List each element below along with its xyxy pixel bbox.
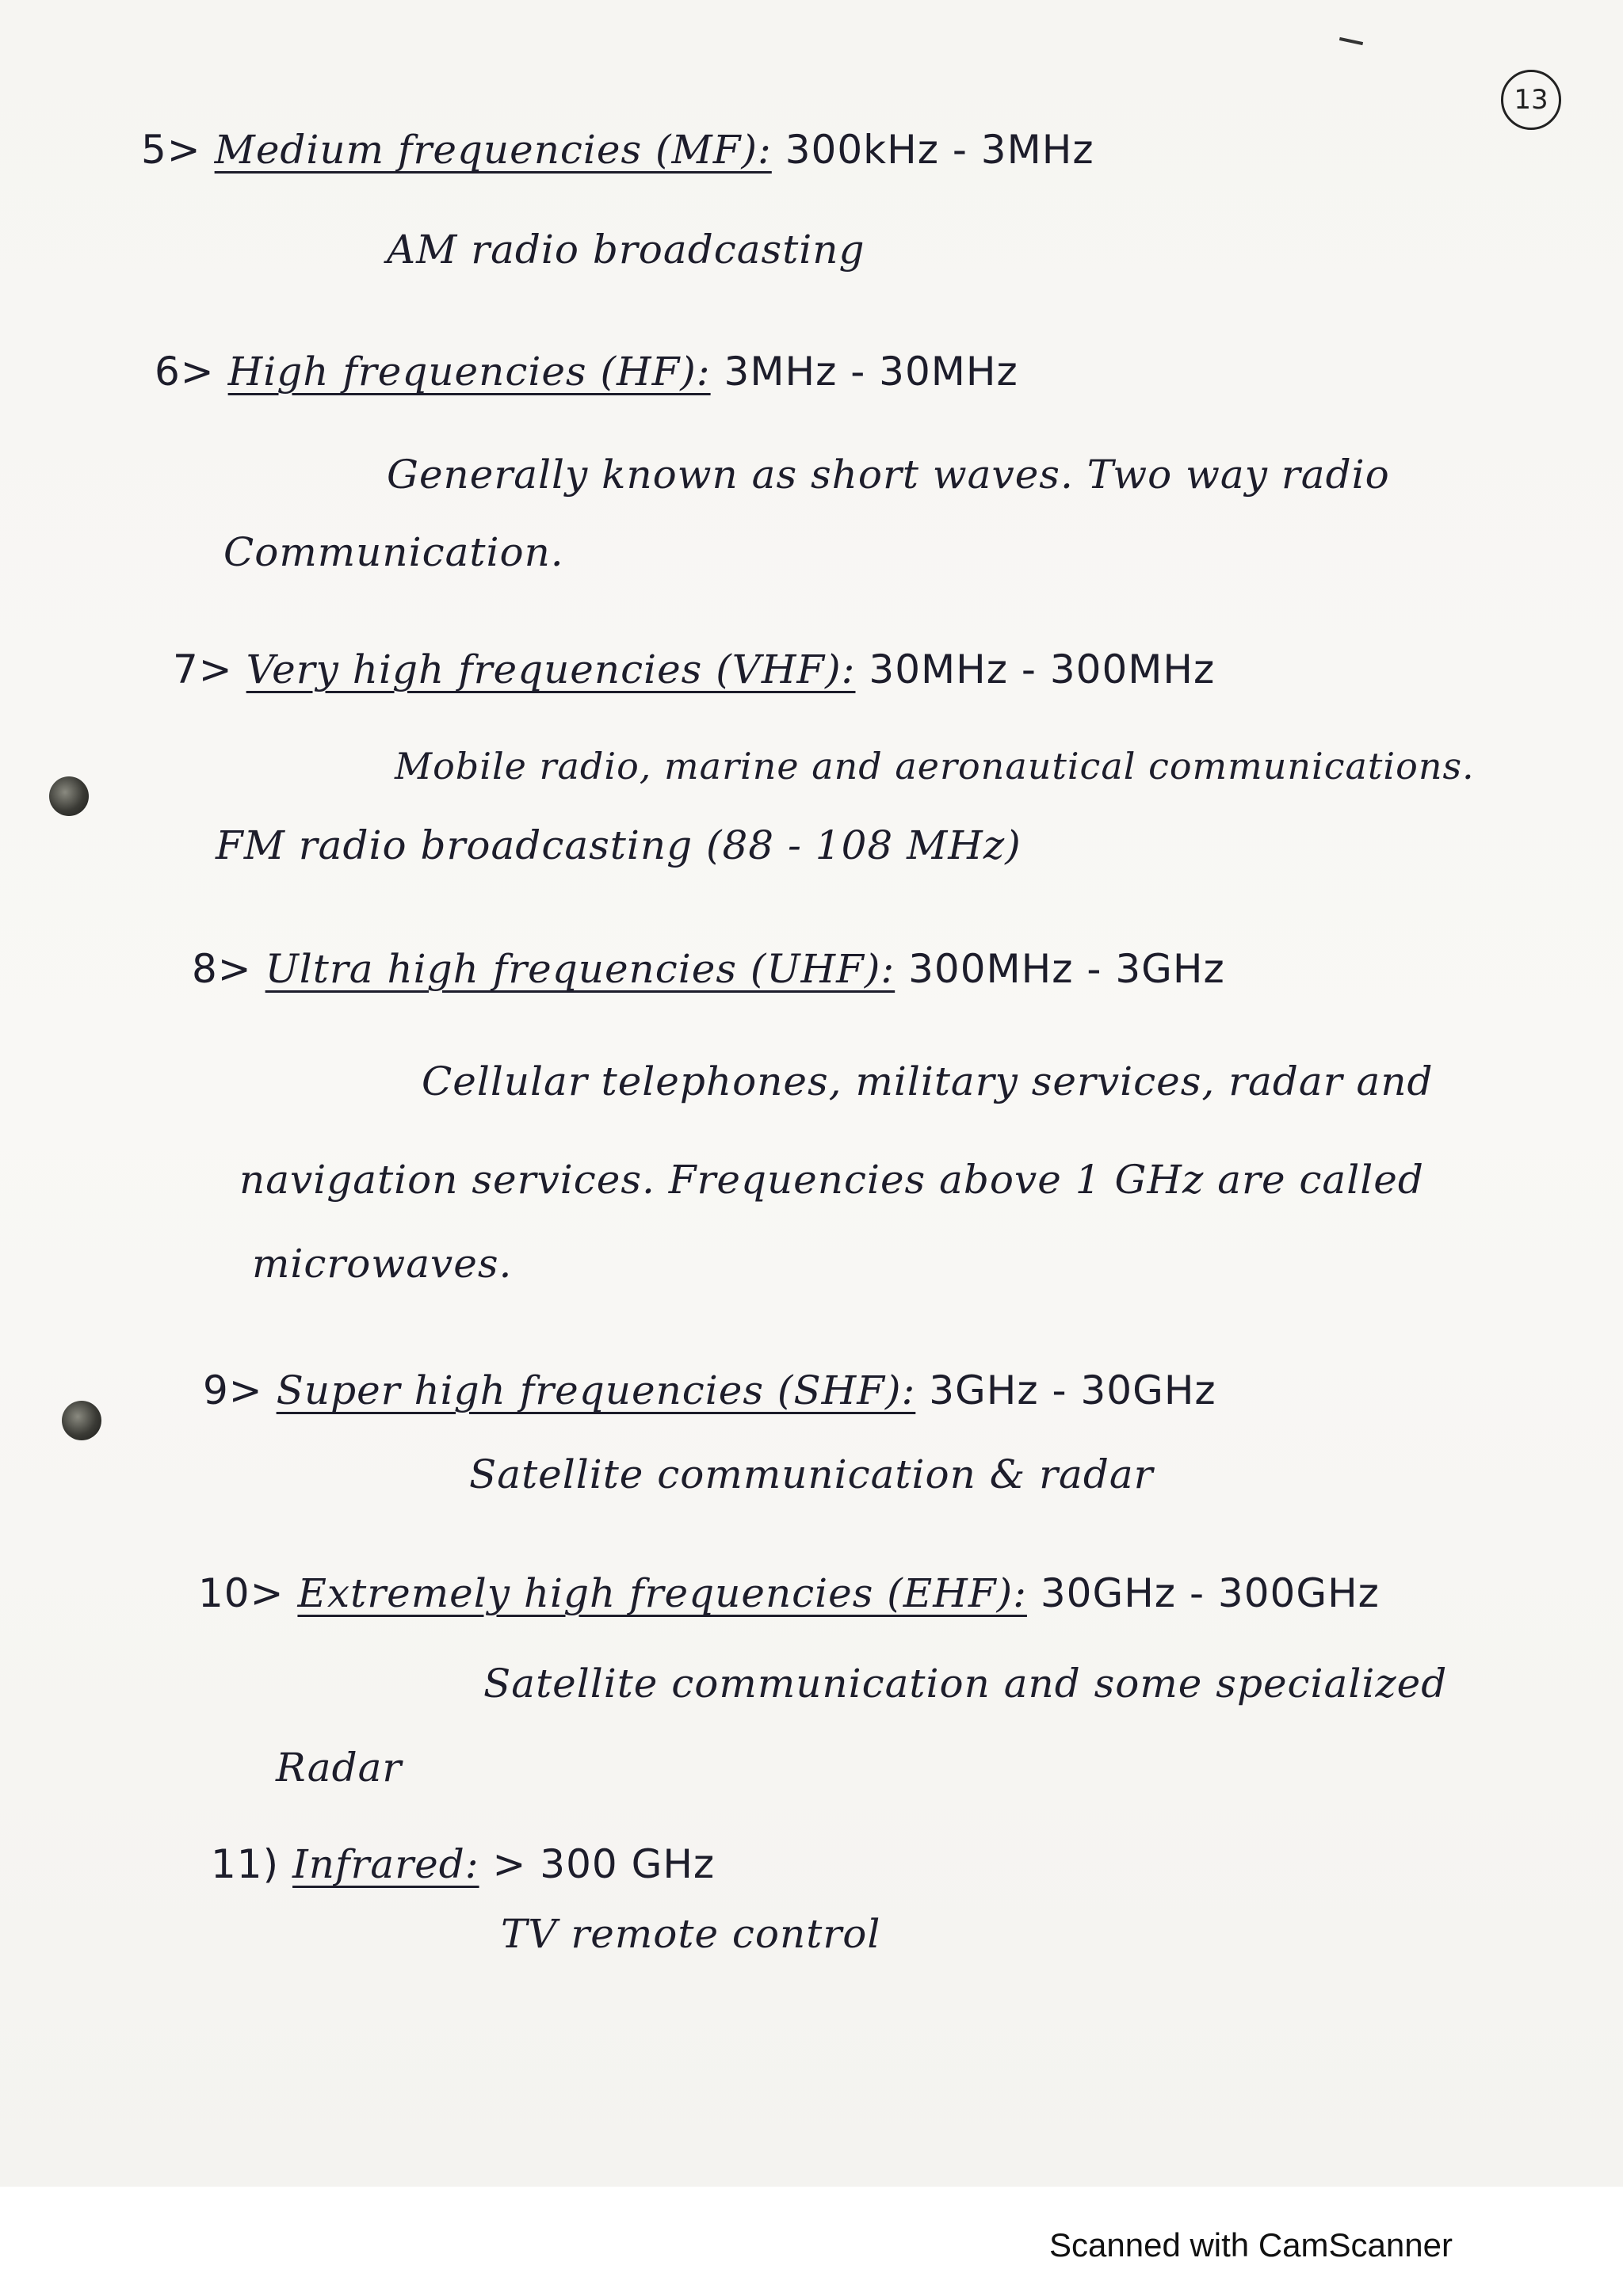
section-8-line-2: navigation services. Frequencies above 1 GHz are called [239,1157,1424,1203]
section-10-line-1: Satellite communication and some specialized [483,1661,1448,1707]
section-6-line-1: Generally known as short waves. Two way radio [387,452,1390,498]
section-8-line-3: microwaves. [252,1241,513,1287]
section-title: Very high frequencies (VHF): [246,646,856,692]
section-number: 5> [141,127,201,173]
section-9-line-1: Satellite communication & radar [469,1451,1154,1497]
section-8-heading [192,946,1225,992]
section-11-line-1: TV remote control [501,1911,881,1957]
frequency-range: 3GHz - 30GHz [929,1367,1216,1413]
section-7-line-1: Mobile radio, marine and aeronautical communications. [395,745,1475,788]
section-9-heading [203,1367,1216,1413]
section-title: Infrared: [292,1841,479,1887]
section-5-line-1: AM radio broadcasting [387,227,865,273]
section-number: 7> [173,646,233,692]
section-title: Medium frequencies (MF): [214,127,772,173]
section-6-heading [155,349,1018,395]
section-number: 8> [192,946,252,992]
section-6-line-2: Communication. [223,529,564,575]
section-7-line-2: FM radio broadcasting (88 - 108 MHz) [216,822,1022,868]
frequency-range: 30GHz - 300GHz [1040,1570,1380,1616]
section-title: High frequencies (HF): [227,349,711,395]
section-8-line-1: Cellular telephones, military services, radar and [422,1058,1434,1104]
section-title: Super high frequencies (SHF): [276,1367,916,1413]
section-number: 6> [155,349,215,395]
section-number: 9> [203,1367,263,1413]
punch-hole [62,1401,101,1440]
section-11-heading [211,1841,715,1887]
punch-hole [49,776,89,816]
section-10-heading [198,1570,1380,1616]
frequency-range: 300kHz - 3MHz [785,127,1094,173]
frequency-range: 300MHz - 3GHz [908,946,1225,992]
section-title: Ultra high frequencies (UHF): [265,946,896,992]
frequency-range: 3MHz - 30MHz [724,349,1018,395]
section-title: Extremely high frequencies (EHF): [297,1570,1027,1616]
section-10-line-2: Radar [276,1745,403,1791]
frequency-range: 30MHz - 300MHz [869,646,1216,692]
page-number-circle: 13 [1501,70,1561,130]
camscanner-watermark: Scanned with CamScanner [1049,2226,1453,2264]
section-7-heading [173,646,1215,692]
section-number: 11) [211,1841,280,1887]
section-5-heading [141,127,1094,173]
section-number: 10> [198,1570,285,1616]
frequency-range: > 300 GHz [492,1841,716,1887]
